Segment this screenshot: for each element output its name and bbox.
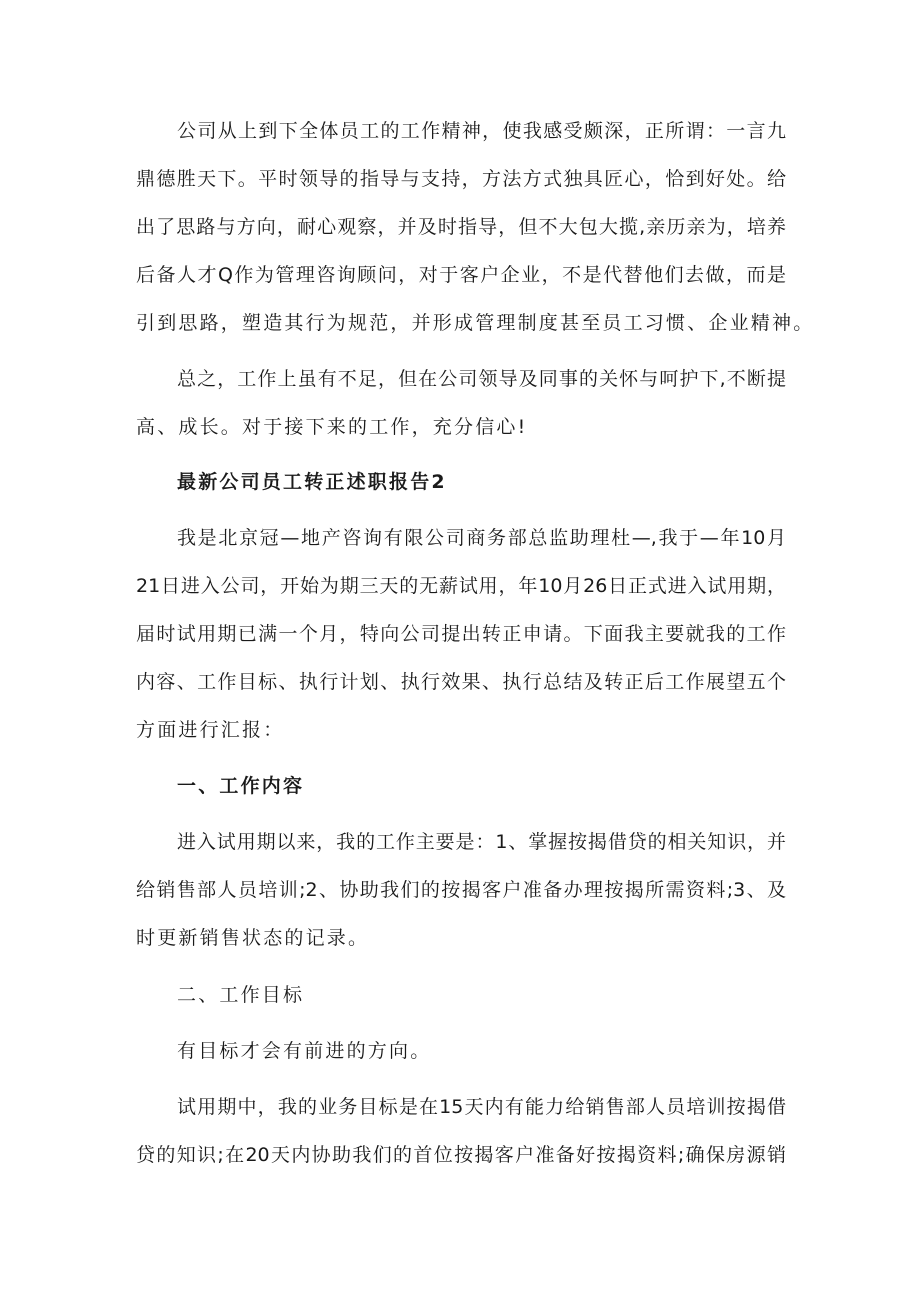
paragraph-1-line-5: 引到思路，塑造其行为规范，并形成管理制度甚至员工习惯、企业精神。 [136, 312, 815, 334]
report-heading: 最新公司员工转正述职报告2 [177, 471, 447, 493]
paragraph-4-line-3: 时更新销售状态的记录。 [136, 927, 370, 949]
paragraph-1-line-1: 公司从上到下全体员工的工作精神，使我感受颇深，正所谓：一言九 [177, 120, 786, 142]
paragraph-5: 有目标才会有前进的方向。 [177, 1040, 432, 1062]
section-1-heading: 一、工作内容 [177, 775, 305, 797]
paragraph-1-line-2: 鼎德胜天下。平时领导的指导与支持，方法方式独具匠心，恰到好处。给 [136, 168, 786, 190]
paragraph-2-line-1: 总之，工作上虽有不足，但在公司领导及同事的关怀与呵护下,不断提 [177, 368, 786, 390]
paragraph-3-line-2: 21日进入公司，开始为期三天的无薪试用，年10月26日正式进入试用期， [136, 575, 786, 597]
paragraph-4-line-1: 进入试用期以来，我的工作主要是：1、掌握按揭借贷的相关知识，并 [177, 831, 786, 853]
paragraph-2-line-2: 高、成长。对于接下来的工作，充分信心! [136, 416, 528, 438]
paragraph-1-line-4: 后备人才Q作为管理咨询顾问，对于客户企业，不是代替他们去做，而是 [136, 264, 786, 286]
paragraph-4-line-2: 给销售部人员培训;2、协助我们的按揭客户准备办理按揭所需资料;3、及 [136, 879, 786, 901]
paragraph-6-line-1: 试用期中，我的业务目标是在15天内有能力给销售部人员培训按揭借 [177, 1096, 786, 1118]
paragraph-1-line-3: 出了思路与方向，耐心观察，并及时指导，但不大包大揽,亲历亲为，培养 [136, 216, 786, 238]
section-2-heading: 二、工作目标 [177, 984, 305, 1006]
paragraph-6-line-2: 贷的知识;在20天内协助我们的首位按揭客户准备好按揭资料;确保房源销 [136, 1144, 786, 1166]
paragraph-3-line-1: 我是北京冠—地产咨询有限公司商务部总监助理杜—,我于—年10月 [177, 527, 786, 549]
paragraph-3-line-4: 内容、工作目标、执行计划、执行效果、执行总结及转正后工作展望五个 [136, 671, 786, 693]
paragraph-3-line-3: 届时试用期已满一个月，特向公司提出转正申请。下面我主要就我的工作 [136, 623, 786, 645]
paragraph-3-line-5: 方面进行汇报： [136, 719, 285, 741]
